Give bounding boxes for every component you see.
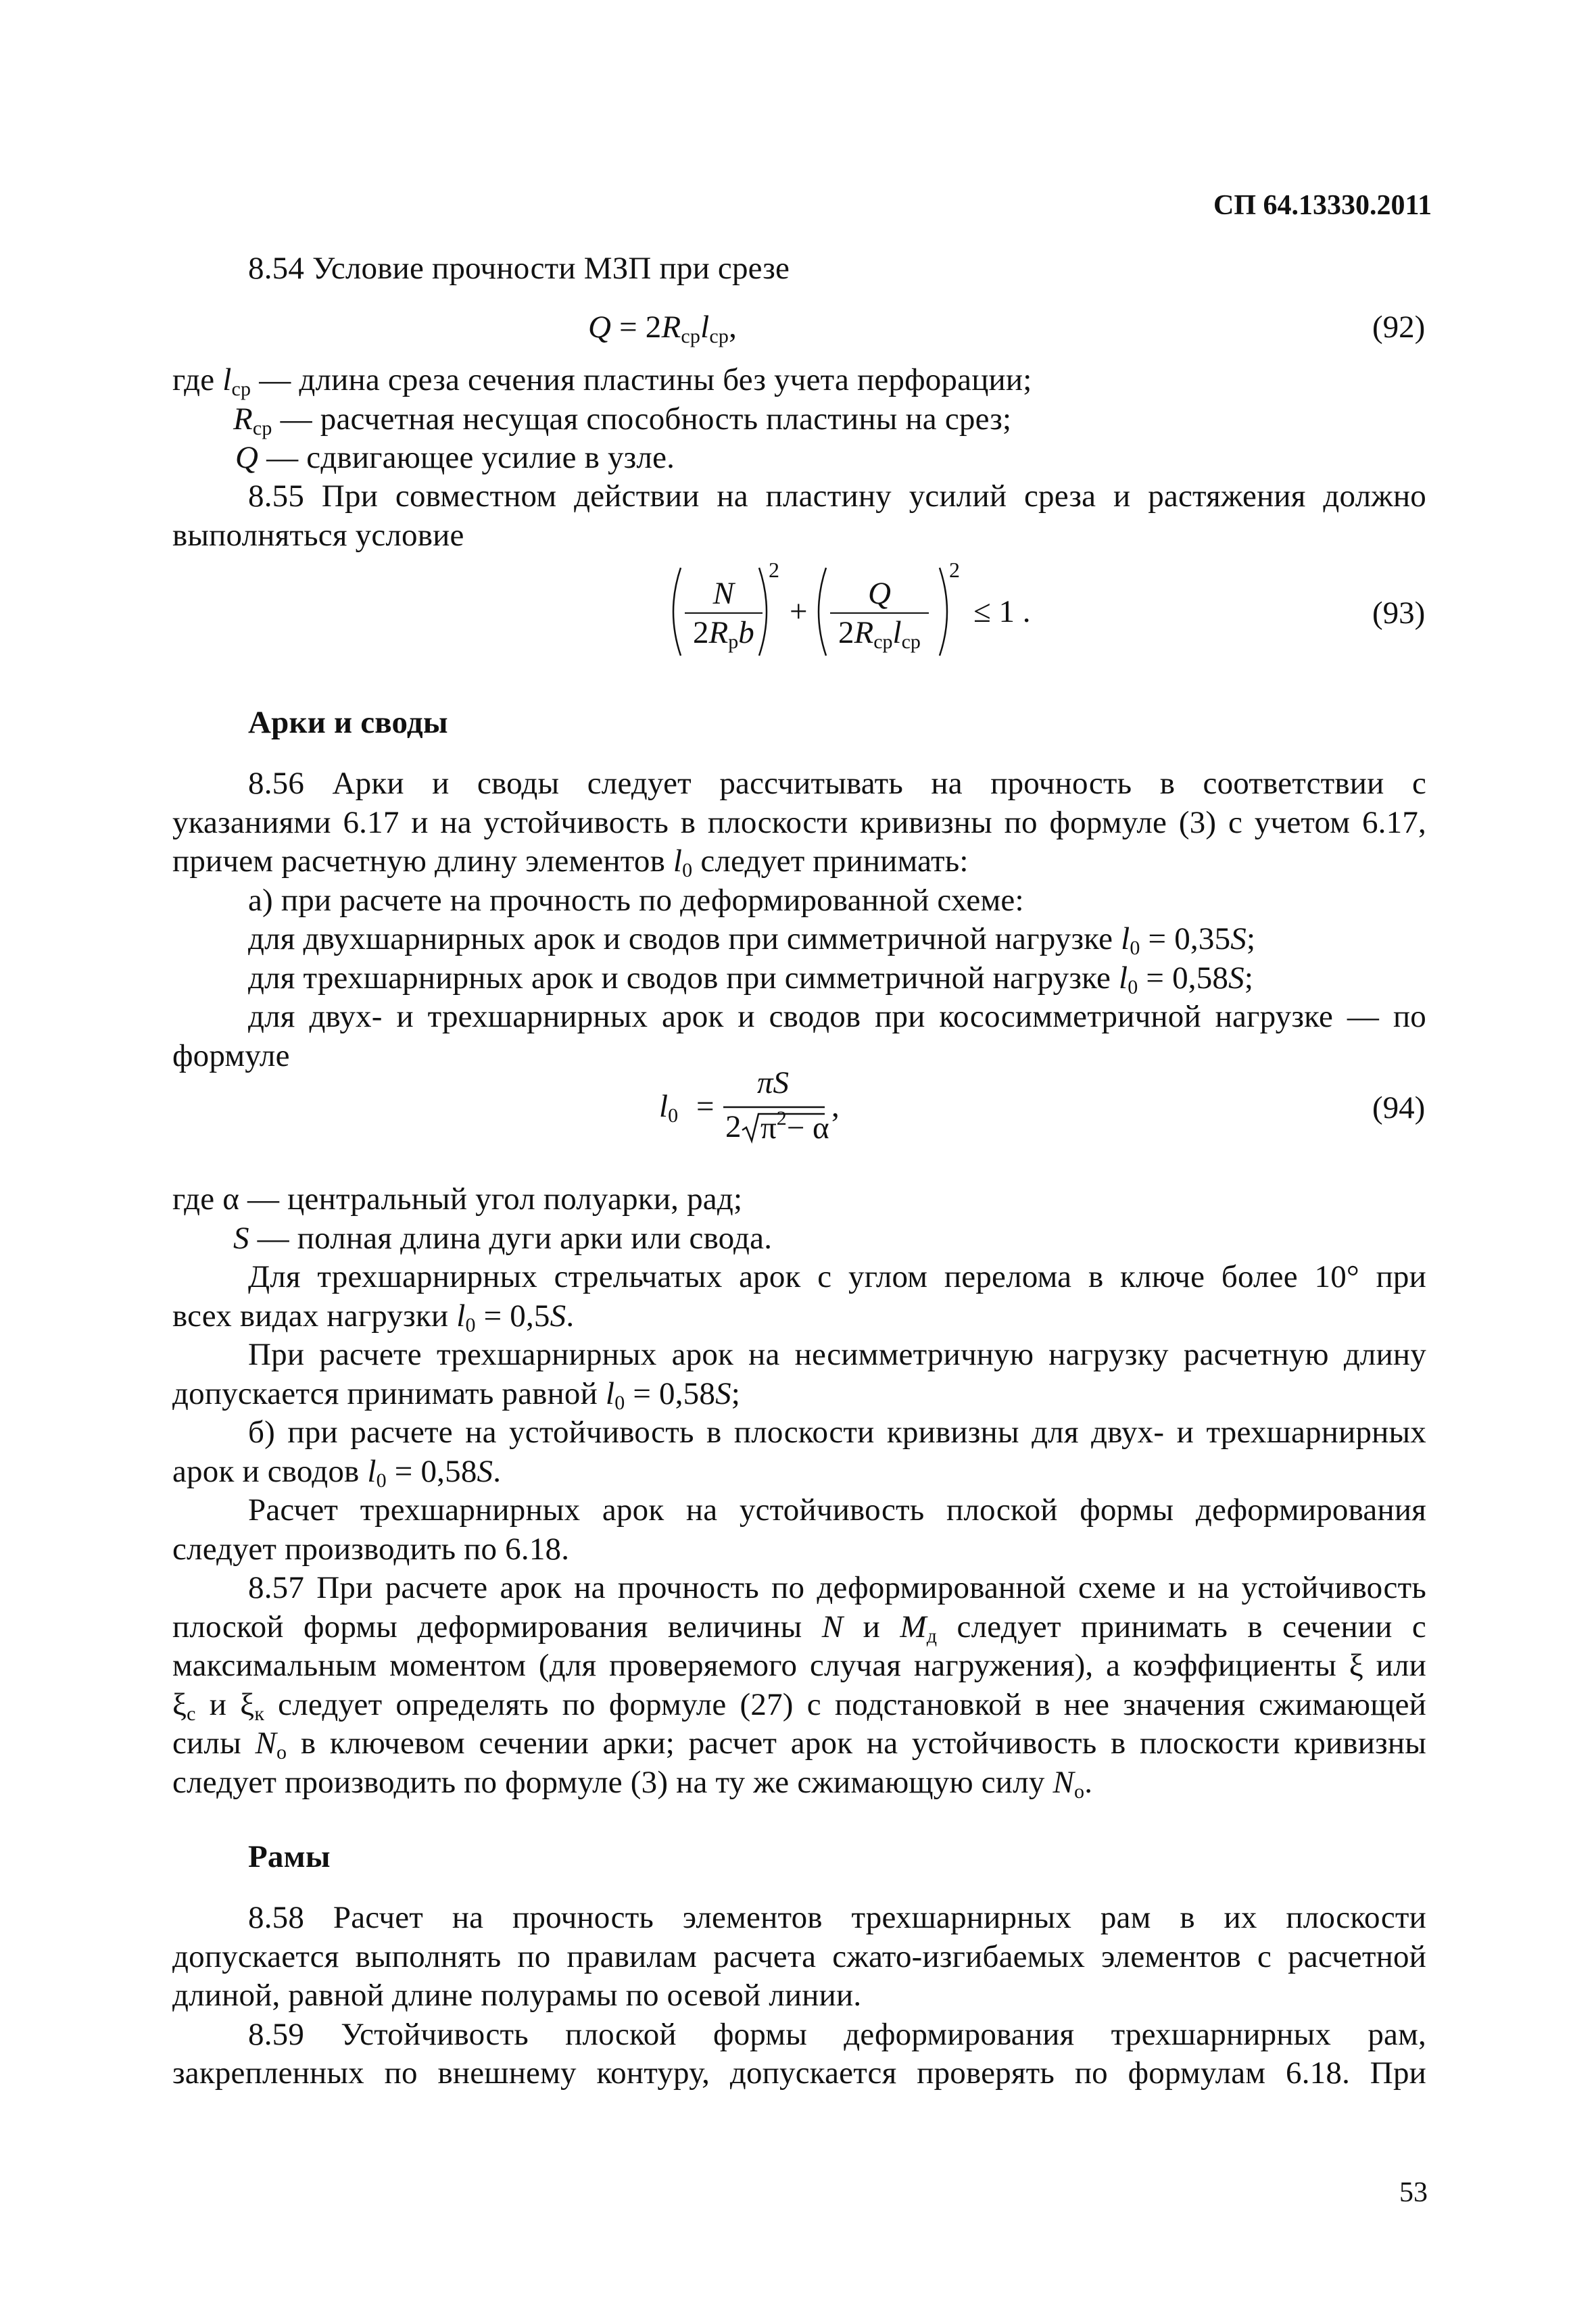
formula-number-94: (94) [1372,1090,1426,1125]
section-heading-arches: Арки и своды [248,705,448,740]
where-q: Q — сдвигающее усилие в узле. [235,440,675,475]
formula-number-93: (93) [1372,595,1426,631]
paragraph-8-58-line3: длиной, равной длине полурамы по осевой линии. [172,1978,862,2013]
paragraph-lancet-line1: Для трехшарнирных стрельчатых арок с углом перелома в ключе более 10° при [248,1259,1426,1294]
paragraph-item-b-line2: арок и сводов $l_0 = 0,58S$. [172,1454,502,1492]
formula-93-plus: + [790,594,808,629]
formula-94-den-2: 2 [725,1109,742,1144]
paragraph-asymmetric-line2: допускается принимать равной $l_0 = 0,58S$; [172,1376,741,1414]
paragraph-stability-line1: Расчет трехшарнирных арок на устойчивость плоской формы деформирования [248,1492,1426,1528]
where-lcp: где $l_{ср}$ — длина среза сечения пластины без учета перфорации; [172,362,1032,400]
paragraph-8-57-line2: плоской формы деформирования величины N и $M_д$ следует принимать в сечении с [172,1609,1426,1647]
formula-94-equals: = [696,1089,715,1124]
formula-93-exponent-2: 2 [949,558,960,582]
formula-94-lhs: $l_0$ [659,1089,679,1127]
paragraph-8-56-line1: 8.56 Арки и своды следует рассчитывать на прочность в соответствии с [248,766,1426,801]
where-s: S — полная длина дуги арки или свода. [233,1221,773,1256]
formula-93-fraction-2: Q $2R_{ср}l_{ср}$ [830,575,929,652]
paragraph-8-56-three-hinged: для трехшарнирных арок и сводов при симметричной нагрузке $l_0 = 0,58S$; [248,960,1254,998]
paragraph-8-54: 8.54 Условие прочности МЗП при срезе [248,251,790,286]
paragraph-8-57-line1: 8.57 При расчете арок на прочность по деформированной схеме и на устойчивость [248,1570,1426,1605]
paragraph-8-57-line5: силы $N_о$ в ключевом сечении арки; расчет арок на устойчивость в плоскости кривизны [172,1726,1427,1763]
page-number: 53 [1399,2177,1428,2208]
paragraph-8-56-formula-word: формуле [172,1038,290,1073]
formula-92: $Q = 2R_{ср}l_{ср}$, [588,310,737,347]
paragraph-stability-line2: следует производить по 6.18. [172,1532,570,1567]
paragraph-8-56-two-hinged: для двухшарнирных арок и сводов при симметричной нагрузке $l_0 = 0,35S$; [248,921,1256,959]
paragraph-8-55-line1: 8.55 При совместном действии на пластину усилий среза и растяжения должно [248,479,1426,514]
formula-94-den-radicand: $\pi^2- \alpha$ [760,1107,829,1146]
formula-94-comma: , [831,1089,840,1124]
paragraph-8-56-antisymmetric: для двух- и трехшарнирных арок и сводов при кососимметричной нагрузке — по [248,999,1426,1034]
paragraph-8-56-item-a: а) при расчете на прочность по деформированной схеме: [248,883,1024,918]
paragraph-8-58-line1: 8.58 Расчет на прочность элементов трехшарнирных рам в их плоскости [248,1900,1426,1935]
formula-93-fraction-1: N $2R_рb$ [685,575,763,652]
paragraph-asymmetric-line1: При расчете трехшарнирных арок на несимметричную нагрузку расчетную длину [248,1337,1426,1372]
paragraph-8-57-line6: следует производить по формуле (3) на ту же сжимающую силу $N_о$. [172,1765,1093,1803]
where-alpha: где α — центральный угол полуарки, рад; [172,1181,743,1217]
formula-94-numerator: πS [757,1065,790,1100]
paragraph-lancet-line2: всех видах нагрузки $l_0 = 0,5S$. [172,1298,575,1336]
where-rcp: $R_{ср}$ — расчетная несущая способность пластины на срез; [233,401,1012,439]
section-heading-frames: Рамы [248,1839,331,1874]
formula-93-relation: ≤ 1 . [973,594,1031,629]
paragraph-8-56-line2: указаниями 6.17 и на устойчивость в плоскости кривизны по формуле (3) с учетом 6.17, [172,805,1426,840]
paragraph-8-57-line3: максимальным моментом (для проверяемого случая нагружения), а коэффициенты ξ или [172,1648,1426,1683]
paragraph-item-b-line1: б) при расчете на устойчивость в плоскости кривизны для двух- и трехшарнирных [248,1415,1426,1450]
formula-number-92: (92) [1372,310,1426,345]
document-code: СП 64.13330.2011 [1213,190,1432,221]
paragraph-8-59-line2: закрепленных по внешнему контуру, допускается проверять по формулам 6.18. При [172,2055,1426,2091]
paragraph-8-56-line3: причем расчетную длину элементов $l_0$ следует принимать: [172,844,969,881]
formula-93-exponent-1: 2 [769,558,779,582]
paragraph-8-55-line2: выполняться условие [172,518,464,553]
paragraph-8-58-line2: допускается выполнять по правилам расчета сжато-изгибаемых элементов с расчетной [172,1939,1426,1974]
paragraph-8-57-line4: $\xi_с$ и $\xi_к$ следует определять по формуле (27) с подстановкой в нее значения сжимающей [172,1687,1426,1725]
paragraph-8-59-line1: 8.59 Устойчивость плоской формы деформирования трехшарнирных рам, [248,2017,1426,2052]
